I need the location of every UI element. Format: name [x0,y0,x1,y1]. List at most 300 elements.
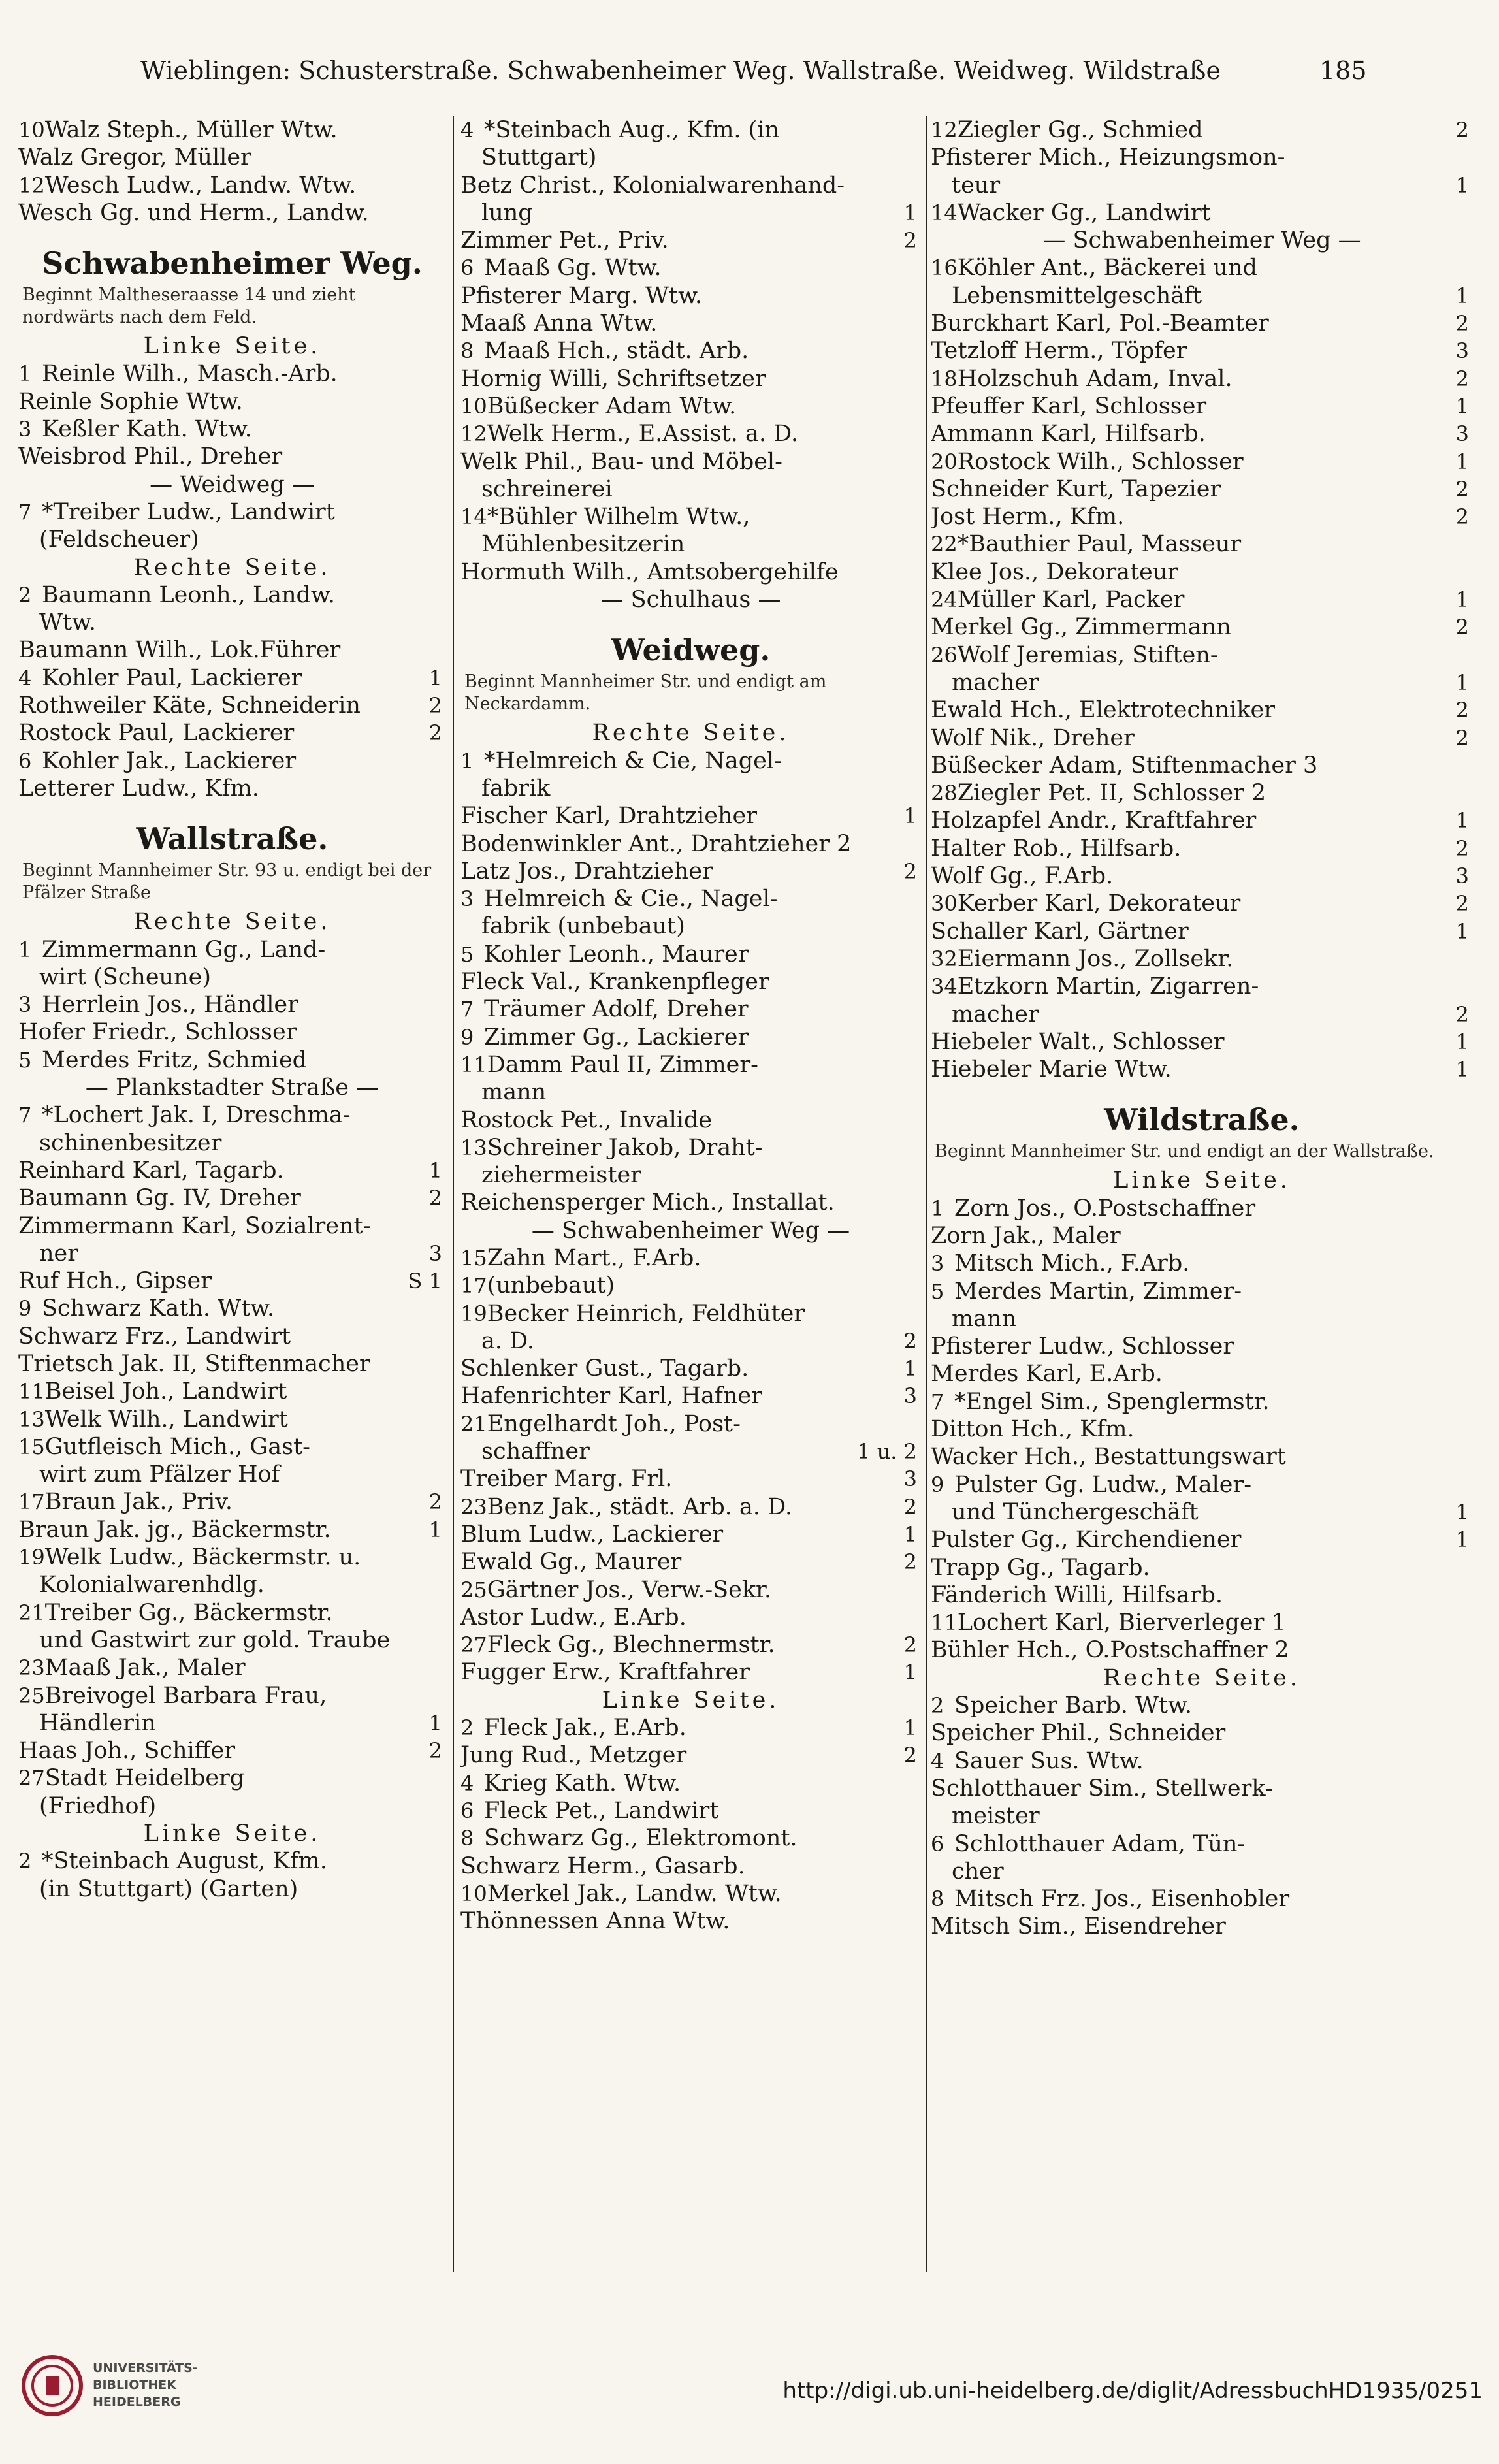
resident-text: Schlotthauer Sim., Stellwerk- [931,1775,1273,1802]
directory-entry [18,1710,446,1737]
house-number: 20 [931,449,958,474]
floor-number: 2 [1455,366,1469,391]
house-number: 4 [18,665,32,690]
house-number: 18 [931,366,958,391]
house-number: 5 [18,1047,32,1073]
house-number: 4 [931,1748,944,1774]
resident-text: Braun Jak., Priv. [44,1489,233,1516]
directory-entry [18,1792,446,1820]
resident-text: Hiebeler Walt., Schlosser [931,1028,1225,1055]
directory-entry [931,1526,1473,1553]
side-heading: Rechte Seite. [133,554,331,581]
street-description: Beginnt Mannheimer Str. und endigt an der Wallstraße. [935,1141,1434,1162]
house-number: 6 [460,255,474,281]
floor-number: 2 [428,1186,442,1211]
floor-number: 2 [428,1738,442,1764]
source-url[interactable]: http://digi.ub.uni-heidelberg.de/diglit/AdressbuchHD1935/0251 [782,2378,1483,2404]
directory-entry [18,1433,446,1461]
house-number: 13 [18,1406,45,1432]
directory-entry [460,1272,921,1299]
house-number: 1 [460,748,474,773]
resident-text: Schreiner Jakob, Draht- [487,1134,763,1161]
street-heading: Schwabenheimer Weg. [42,246,423,282]
resident-text: Rostock Wilh., Schlosser [957,448,1244,475]
floor-number: 1 [903,1660,917,1685]
resident-text: Stuttgart) [481,144,597,171]
resident-text: Trapp Gg., Tagarb. [931,1554,1150,1581]
side-heading: Linke Seite. [1113,1167,1291,1194]
directory-entry [460,1078,921,1106]
directory-entry [460,885,921,913]
resident-text: Fänderich Willi, Hilfsarb. [931,1581,1223,1608]
resident-text: Zorn Jos., O.Postschaffner [954,1195,1256,1222]
directory-entry [931,503,1473,530]
directory-entry [18,964,446,991]
house-number: 10 [460,393,487,419]
directory-entry [460,199,921,227]
directory-entry [931,1360,1473,1387]
cross-street-marker: — Schwabenheimer Weg — [531,1217,850,1244]
resident-text: Wesch Ludw., Landw. Wtw. [44,172,357,199]
directory-entry [931,1802,1473,1830]
directory-entry [18,1764,446,1792]
resident-text: Halter Rob., Hilfsarb. [931,835,1182,862]
house-number: 26 [931,642,958,668]
directory-entry [18,692,446,719]
resident-text: Baumann Wilh., Lok.Führer [18,637,341,664]
directory-entry [18,664,446,692]
resident-text: Treiber Marg. Frl. [460,1466,673,1493]
resident-text: wirt zum Pfälzer Hof [39,1461,280,1488]
house-number: 9 [931,1472,944,1497]
resident-text: Wacker Gg., Landwirt [957,199,1211,226]
resident-text: Gärtner Jos., Verw.-Sekr. [487,1576,772,1603]
house-number: 19 [18,1545,45,1570]
resident-text: Fleck Pet., Landwirt [484,1797,719,1824]
resident-text: Schwarz Gg., Elektromont. [484,1825,798,1852]
resident-text: Pfisterer Mich., Heizungsmon- [931,144,1285,171]
directory-entry [18,415,446,443]
house-number: 8 [460,338,474,364]
directory-entry [931,1388,1473,1416]
street-heading: Wallstraße. [136,821,329,857]
resident-text: Schaller Karl, Gärtner [931,918,1189,945]
directory-entry [460,941,921,968]
directory-column-3 [931,116,1473,1941]
directory-entry [931,199,1473,227]
directory-entry [931,172,1473,199]
resident-text: Fleck Jak., E.Arb. [484,1715,686,1742]
directory-column-1 [18,116,446,1903]
directory-entry [18,719,446,747]
side-heading: Linke Seite. [602,1687,780,1713]
house-number: 2 [18,582,32,608]
house-number: 11 [460,1052,487,1077]
resident-text: Walz Gregor, Müller [18,144,251,171]
house-number: 10 [460,1881,487,1906]
resident-text: *Lochert Jak. I, Dreschma- [42,1102,351,1129]
directory-entry [460,968,921,996]
resident-text: lung [481,199,533,226]
floor-number: 1 u. 2 [857,1439,917,1465]
library-logo [20,2345,198,2430]
house-number: 23 [460,1494,487,1519]
resident-text: Kerber Karl, Dekorateur [957,890,1241,917]
house-number: 7 [18,499,32,525]
resident-text: Lebensmittelgeschäft [952,282,1202,309]
house-number: 10 [18,118,45,142]
resident-text: Rostock Paul, Lackierer [18,720,295,747]
floor-number: 1 [1455,172,1469,198]
floor-number: 2 [428,1489,442,1515]
directory-entry [931,1747,1473,1775]
directory-entry [931,1692,1473,1719]
street-description: Beginnt Mannheimer Str. 93 u. endigt bei der Pfälzer Straße [22,860,432,903]
directory-entry [18,1599,446,1627]
street-description: Beginnt Mannheimer Str. und endigt am Neckardamm. [464,672,827,715]
directory-entry [931,724,1473,752]
directory-entry [931,696,1473,724]
street-heading: Wildstraße. [1104,1102,1300,1138]
house-number: 17 [460,1273,487,1299]
resident-text: Etzkorn Martin, Zigarren- [957,973,1259,1000]
resident-text: Büßecker Adam Wtw. [487,393,737,419]
floor-number: 2 [903,1549,917,1575]
resident-text: Latz Jos., Drahtzieher [460,858,713,884]
resident-text: *Bauthier Paul, Masseur [957,531,1242,558]
directory-entry [931,807,1473,834]
house-number: 15 [18,1434,45,1459]
directory-entry [18,1018,446,1046]
resident-text: Schneider Kurt, Tapezier [931,476,1221,502]
resident-text: Welk Wilh., Landwirt [44,1406,288,1433]
directory-entry [931,144,1473,171]
resident-text: Speicher Barb. Wtw. [954,1693,1192,1719]
directory-entry [18,636,446,664]
directory-entry [460,1051,921,1078]
house-number: 14 [460,504,487,530]
directory-entry [460,1576,921,1604]
resident-text: meister [952,1803,1040,1830]
house-number: 23 [18,1655,45,1681]
directory-entry [460,227,921,254]
resident-text: *Treiber Ludw., Landwirt [42,498,335,525]
directory-entry [18,498,446,526]
floor-number: S 1 [408,1269,442,1294]
floor-number: 2 [903,1632,917,1658]
cross-street-marker: — Schulhaus — [600,587,781,613]
house-number: 12 [931,118,958,142]
house-number: 12 [460,421,487,447]
side-heading: Linke Seite. [143,1821,321,1847]
directory-entry [931,835,1473,862]
resident-text: Reinle Wilh., Masch.-Arb. [42,361,338,387]
directory-entry [18,360,446,387]
resident-text: Gutfleisch Mich., Gast- [44,1433,310,1460]
resident-text: und Tünchergeschäft [952,1499,1199,1525]
directory-entry [931,669,1473,696]
directory-entry [460,337,921,365]
street-description: Beginnt Maltheseraasse 14 und zieht nordwärts nach dem Feld. [22,285,356,328]
directory-entry [931,365,1473,393]
resident-text: Welk Phil., Bau- und Möbel- [460,448,782,475]
floor-number: 2 [1455,504,1469,530]
directory-entry [931,116,1473,144]
floor-number: 3 [1455,421,1469,447]
resident-text: Schwarz Frz., Landwirt [18,1323,291,1350]
directory-entry [460,420,921,447]
resident-text: Damm Paul II, Zimmer- [487,1051,758,1078]
floor-number: 2 [428,693,442,719]
resident-text: Pulster Gg. Ludw., Maler- [954,1471,1252,1498]
directory-entry [931,337,1473,365]
directory-entry [460,1382,921,1410]
resident-text: Schwarz Kath. Wtw. [42,1295,275,1322]
directory-entry [18,443,446,470]
resident-text: Zimmermann Gg., Land- [42,936,326,963]
house-number: 12 [18,172,45,198]
resident-text: Welk Ludw., Bäckermstr. u. [44,1544,361,1571]
house-number: 25 [18,1683,45,1708]
resident-text: macher [952,1001,1039,1028]
resident-text: (Friedhof) [39,1792,157,1819]
directory-entry [931,862,1473,890]
resident-text: *Steinbach Aug., Kfm. (in [484,117,780,143]
directory-entry [460,1907,921,1935]
directory-entry [18,1046,446,1074]
directory-entry [18,1240,446,1267]
resident-text: Zahn Mart., F.Arb. [487,1244,701,1271]
directory-entry [931,779,1473,807]
resident-text: fabrik [481,775,551,802]
house-number: 25 [460,1577,487,1602]
directory-entry [460,1714,921,1742]
cross-street-marker: — Schwabenheimer Weg — [1042,227,1361,254]
directory-entry [931,1443,1473,1470]
floor-number: 3 [903,1467,917,1492]
directory-entry [460,775,921,802]
directory-entry [931,530,1473,558]
resident-text: Holzapfel Andr., Kraftfahrer [931,807,1257,834]
floor-number: 2 [1455,1001,1469,1027]
resident-text: Merkel Gg., Zimmermann [931,614,1231,641]
directory-entry [18,1129,446,1157]
resident-text: cher [952,1858,1004,1885]
resident-text: Hormuth Wilh., Amtsobergehilfe [460,559,839,585]
directory-entry [931,1195,1473,1222]
house-number: 9 [460,1024,474,1050]
directory-entry [460,1742,921,1769]
house-number: 16 [931,255,958,281]
directory-entry [931,1830,1473,1858]
directory-entry [931,613,1473,641]
page-number: 185 [1319,56,1367,85]
floor-number: 2 [1455,698,1469,723]
directory-entry [931,890,1473,917]
directory-entry [460,1853,921,1880]
resident-text: Jung Rud., Metzger [460,1742,687,1769]
resident-text: Merdes Karl, E.Arb. [931,1361,1163,1387]
resident-text: Mitsch Frz. Jos., Eisenhobler [954,1886,1290,1913]
directory-entry [460,1465,921,1493]
resident-text: Köhler Ant., Bäckerei und [957,255,1257,282]
directory-entry [460,1107,921,1134]
resident-text: Mitsch Sim., Eisendreher [931,1913,1226,1940]
floor-number: 2 [903,1743,917,1768]
house-number: 19 [460,1301,487,1326]
directory-entry [18,991,446,1018]
column-divider [926,116,927,2272]
directory-entry [18,1875,446,1903]
floor-number: 1 [1455,449,1469,474]
resident-text: Benz Jak., städt. Arb. a. D. [487,1493,793,1520]
directory-entry [931,1028,1473,1056]
directory-entry [931,559,1473,586]
resident-text: Merdes Martin, Zimmer- [954,1278,1242,1305]
directory-entry [931,1471,1473,1499]
directory-entry [18,1461,446,1488]
house-number: 32 [931,946,958,971]
resident-text: Müller Karl, Packer [957,587,1185,613]
resident-text: Hafenrichter Karl, Hafner [460,1383,762,1410]
house-number: 3 [18,417,32,442]
directory-entry [931,1885,1473,1913]
resident-text: Merdes Fritz, Schmied [42,1046,308,1073]
floor-number: 3 [1455,338,1469,364]
floor-number: 2 [428,721,442,746]
floor-number: 1 [1455,918,1469,944]
house-number: 34 [931,974,958,999]
resident-text: Trietsch Jak. II, Stiftenmacher [18,1350,370,1377]
resident-text: schinenbesitzer [39,1129,222,1156]
resident-text: Maaß Anna Wtw. [460,310,658,337]
directory-entry [931,1278,1473,1305]
resident-text: Jost Herm., Kfm. [931,504,1125,530]
resident-text: Merkel Jak., Landw. Wtw. [487,1880,782,1907]
house-number: 9 [18,1296,32,1321]
floor-number: 1 [428,1710,442,1736]
house-number: 27 [18,1766,45,1791]
directory-entry [18,609,446,636]
directory-entry [18,199,446,227]
directory-entry [460,1824,921,1852]
resident-text: Wacker Hch., Bestattungswart [931,1444,1286,1470]
directory-entry [460,1604,921,1631]
resident-text: (unbebaut) [487,1273,615,1299]
directory-entry [460,559,921,586]
directory-entry [460,1631,921,1659]
directory-entry [931,973,1473,1000]
floor-number: 2 [1455,476,1469,502]
directory-entry [460,1189,921,1216]
resident-text: Krieg Kath. Wtw. [484,1770,681,1796]
directory-entry [18,1350,446,1378]
floor-number: 1 [1455,670,1469,695]
resident-text: Bodenwinkler Ant., Drahtzieher 2 [460,830,852,857]
directory-entry [460,830,921,858]
house-number: 8 [460,1826,474,1851]
house-number: 27 [460,1632,487,1658]
directory-entry [931,448,1473,476]
directory-entry [931,254,1473,282]
floor-number: 1 [1455,808,1469,834]
directory-entry [460,530,921,558]
resident-text: Braun Jak. jg., Bäckermstr. [18,1516,331,1543]
directory-entry [18,1488,446,1516]
resident-text: Kohler Leonh., Maurer [484,941,749,967]
resident-text: Zimmermann Karl, Sozialrent- [18,1212,371,1239]
directory-entry [18,581,446,609]
side-heading: Linke Seite. [143,333,321,360]
house-number: 2 [18,1849,32,1874]
directory-entry [931,1609,1473,1636]
directory-entry [460,448,921,476]
resident-text: Helmreich & Cie., Nagel- [484,886,778,913]
resident-text: Becker Heinrich, Feldhüter [487,1300,805,1327]
directory-entry [931,1250,1473,1277]
directory-entry [931,1499,1473,1526]
floor-number: 2 [903,858,917,884]
directory-entry [460,1521,921,1548]
directory-entry [18,1212,446,1240]
resident-text: Pulster Gg., Kirchendiener [931,1527,1242,1553]
directory-entry [460,858,921,885]
resident-text: Astor Ludw., E.Arb. [460,1604,686,1630]
house-number: 5 [460,941,474,967]
floor-number: 1 [428,665,442,690]
directory-entry [18,172,446,199]
directory-entry [931,1001,1473,1028]
resident-text: Welk Herm., E.Assist. a. D. [487,421,799,447]
house-number: 6 [460,1798,474,1823]
street-heading: Weidweg. [611,632,771,668]
directory-entry [18,1682,446,1710]
directory-entry [18,1516,446,1544]
house-number: 1 [18,937,32,962]
directory-entry [931,641,1473,669]
floor-number: 1 [903,1356,917,1382]
floor-number: 1 [1455,283,1469,308]
resident-text: mann [952,1305,1017,1332]
resident-text: Sauer Sus. Wtw. [954,1747,1144,1774]
directory-entry [18,775,446,802]
floor-number: 1 [903,1521,917,1547]
resident-text: a. D. [481,1327,535,1354]
floor-number: 3 [428,1240,442,1266]
resident-text: Reinhard Karl, Tagarb. [18,1157,284,1184]
resident-text: mann [481,1079,547,1106]
directory-entry [18,1184,446,1212]
side-heading: Rechte Seite. [592,720,790,747]
directory-entry [18,1295,446,1322]
directory-entry [460,913,921,940]
directory-entry [18,144,446,171]
house-number: 7 [460,997,474,1022]
resident-text: Speicher Phil., Schneider [931,1720,1226,1747]
resident-text: wirt (Scheune) [39,964,212,990]
house-number: 3 [460,886,474,912]
resident-text: Breivogel Barbara Frau, [44,1682,327,1709]
resident-text: Ziegler Gg., Schmied [957,117,1203,143]
directory-entry [460,1493,921,1521]
floor-number: 1 [903,1715,917,1741]
resident-text: Schwarz Herm., Gasarb. [460,1853,745,1879]
floor-number: 2 [1455,725,1469,751]
house-number: 2 [931,1693,944,1719]
page-header [0,46,1499,98]
directory-entry [18,1157,446,1184]
resident-text: Haas Joh., Schiffer [18,1738,235,1764]
